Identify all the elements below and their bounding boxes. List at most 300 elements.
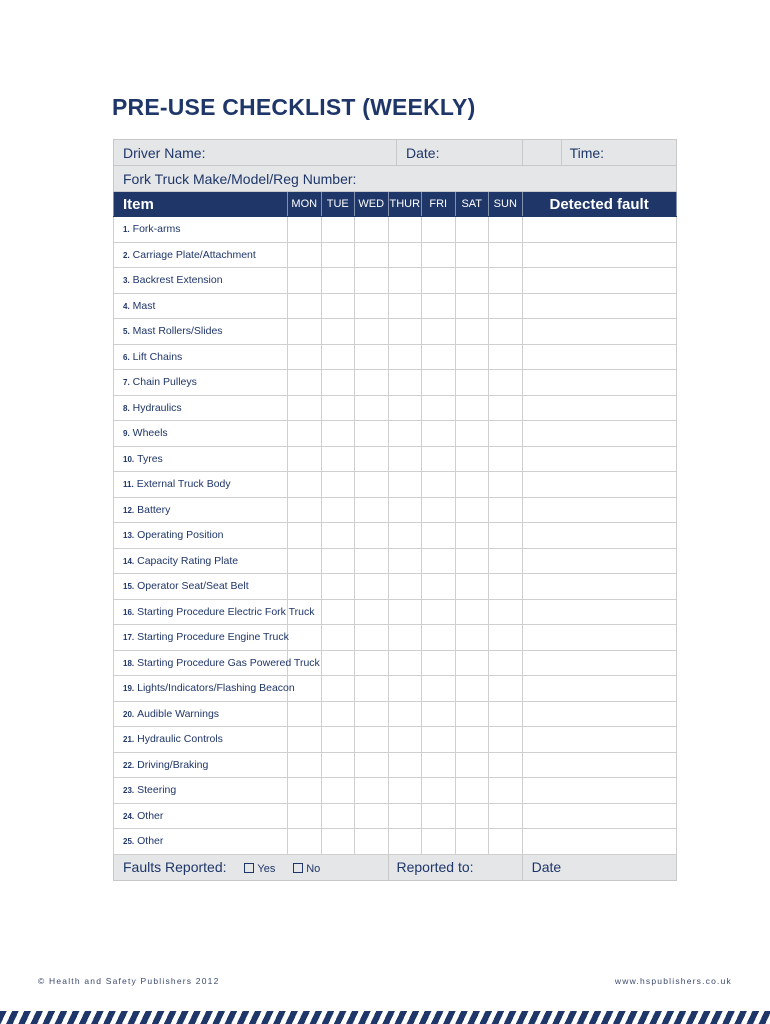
no-option[interactable] xyxy=(293,863,320,875)
check-cell-tue[interactable] xyxy=(321,344,355,370)
check-cell-tue[interactable] xyxy=(321,395,355,421)
footer-date-field[interactable] xyxy=(522,854,676,880)
check-cell-thur[interactable] xyxy=(388,803,422,829)
fault-cell[interactable] xyxy=(522,829,676,855)
item-label: Lights/Indicators/Flashing Beacon xyxy=(137,682,295,695)
check-cell-sun[interactable] xyxy=(489,319,523,345)
check-cell-sun[interactable] xyxy=(489,803,523,829)
check-cell-mon[interactable] xyxy=(288,242,322,268)
check-cell-sat[interactable] xyxy=(455,370,489,396)
check-cell-tue[interactable] xyxy=(321,701,355,727)
time-label: Time: xyxy=(569,144,605,161)
check-cell-sat[interactable] xyxy=(455,778,489,804)
check-cell-wed[interactable] xyxy=(355,778,389,804)
check-cell-fri[interactable] xyxy=(422,829,456,855)
check-cell-sat[interactable] xyxy=(455,701,489,727)
check-cell-mon[interactable] xyxy=(288,472,322,498)
item-label: Backrest Extension xyxy=(132,274,223,287)
check-cell-tue[interactable] xyxy=(321,752,355,778)
check-cell-sun[interactable] xyxy=(489,395,523,421)
check-cell-sat[interactable] xyxy=(455,752,489,778)
check-cell-tue[interactable] xyxy=(321,778,355,804)
item-label: Capacity Rating Plate xyxy=(137,554,239,567)
check-cell-thur[interactable] xyxy=(388,650,422,676)
item-number: 8. xyxy=(123,403,130,413)
check-cell-tue[interactable] xyxy=(321,293,355,319)
check-cell-tue[interactable] xyxy=(321,548,355,574)
check-cell-sun[interactable] xyxy=(489,268,523,294)
fault-cell[interactable] xyxy=(522,803,676,829)
item-cell xyxy=(114,752,288,778)
check-cell-wed[interactable] xyxy=(355,497,389,523)
check-cell-tue[interactable] xyxy=(321,523,355,549)
item-label: Tyres xyxy=(137,452,163,465)
check-cell-mon[interactable] xyxy=(288,778,322,804)
day-header-sat: SAT xyxy=(455,192,489,217)
table-row xyxy=(114,574,677,600)
fault-cell[interactable] xyxy=(522,650,676,676)
check-cell-fri[interactable] xyxy=(422,344,456,370)
check-cell-thur[interactable] xyxy=(388,319,422,345)
check-cell-fri[interactable] xyxy=(422,548,456,574)
check-cell-fri[interactable] xyxy=(422,319,456,345)
table-row xyxy=(114,650,677,676)
check-cell-wed[interactable] xyxy=(355,421,389,447)
check-cell-thur[interactable] xyxy=(388,446,422,472)
check-cell-tue[interactable] xyxy=(321,472,355,498)
check-cell-fri[interactable] xyxy=(422,803,456,829)
check-cell-wed[interactable] xyxy=(355,293,389,319)
table-row xyxy=(114,217,677,243)
check-cell-wed[interactable] xyxy=(355,344,389,370)
check-cell-sat[interactable] xyxy=(455,650,489,676)
check-cell-fri[interactable] xyxy=(422,727,456,753)
table-row xyxy=(114,727,677,753)
check-cell-tue[interactable] xyxy=(321,242,355,268)
no-label: No xyxy=(306,863,321,875)
item-label: Audible Warnings xyxy=(137,707,220,720)
check-cell-mon[interactable] xyxy=(288,701,322,727)
check-cell-tue[interactable] xyxy=(321,676,355,702)
check-cell-fri[interactable] xyxy=(422,421,456,447)
check-cell-mon[interactable] xyxy=(288,752,322,778)
check-cell-tue[interactable] xyxy=(321,829,355,855)
item-number: 12. xyxy=(123,505,135,515)
table-row xyxy=(114,446,677,472)
check-cell-mon[interactable] xyxy=(288,421,322,447)
check-cell-fri[interactable] xyxy=(422,370,456,396)
check-cell-thur[interactable] xyxy=(388,778,422,804)
fault-cell[interactable] xyxy=(522,293,676,319)
check-cell-thur[interactable] xyxy=(388,293,422,319)
check-cell-mon[interactable] xyxy=(288,548,322,574)
check-cell-fri[interactable] xyxy=(422,752,456,778)
check-cell-sun[interactable] xyxy=(489,548,523,574)
item-cell xyxy=(114,650,320,676)
item-number: 14. xyxy=(123,556,135,566)
check-cell-tue[interactable] xyxy=(321,574,355,600)
table-row xyxy=(114,344,677,370)
check-cell-tue[interactable] xyxy=(321,217,355,243)
check-cell-sat[interactable] xyxy=(455,446,489,472)
fault-cell[interactable] xyxy=(522,395,676,421)
fault-cell[interactable] xyxy=(522,370,676,396)
item-cell xyxy=(114,242,288,268)
item-number: 22. xyxy=(123,760,135,770)
item-number: 3. xyxy=(123,276,130,286)
item-cell xyxy=(114,395,288,421)
yes-checkbox[interactable] xyxy=(244,863,254,873)
check-cell-sat[interactable] xyxy=(455,497,489,523)
check-cell-sun[interactable] xyxy=(489,344,523,370)
item-cell xyxy=(114,268,288,294)
check-cell-thur[interactable] xyxy=(388,421,422,447)
check-cell-fri[interactable] xyxy=(422,574,456,600)
table-row xyxy=(114,829,677,855)
check-cell-wed[interactable] xyxy=(355,523,389,549)
checklist-form xyxy=(113,139,677,881)
item-cell xyxy=(114,497,288,523)
item-number: 15. xyxy=(123,582,135,592)
item-number: 9. xyxy=(123,429,130,439)
fault-cell[interactable] xyxy=(522,574,676,600)
check-cell-mon[interactable] xyxy=(288,727,322,753)
check-cell-fri[interactable] xyxy=(422,268,456,294)
item-number: 24. xyxy=(123,811,135,821)
check-cell-sun[interactable] xyxy=(489,650,523,676)
table-row xyxy=(114,242,677,268)
check-cell-mon[interactable] xyxy=(288,217,322,243)
checklist-items xyxy=(114,217,677,855)
table-row xyxy=(114,548,677,574)
check-cell-fri[interactable] xyxy=(422,701,456,727)
no-checkbox[interactable] xyxy=(293,863,303,873)
item-cell xyxy=(114,523,288,549)
truck-info-row xyxy=(114,166,677,192)
item-cell xyxy=(114,676,295,702)
check-cell-thur[interactable] xyxy=(388,829,422,855)
item-number: 7. xyxy=(123,378,130,388)
check-cell-tue[interactable] xyxy=(321,497,355,523)
check-cell-thur[interactable] xyxy=(388,268,422,294)
check-cell-thur[interactable] xyxy=(388,574,422,600)
check-cell-wed[interactable] xyxy=(355,446,389,472)
check-cell-fri[interactable] xyxy=(422,395,456,421)
check-cell-wed[interactable] xyxy=(355,752,389,778)
check-cell-sun[interactable] xyxy=(489,752,523,778)
check-cell-sun[interactable] xyxy=(489,625,523,651)
check-cell-thur[interactable] xyxy=(388,242,422,268)
item-label: External Truck Body xyxy=(136,478,231,491)
footer-date-label: Date xyxy=(531,859,562,875)
table-row xyxy=(114,803,677,829)
item-number: 2. xyxy=(123,250,130,260)
table-row xyxy=(114,778,677,804)
fault-cell[interactable] xyxy=(522,421,676,447)
yes-option[interactable] xyxy=(244,863,275,875)
check-cell-wed[interactable] xyxy=(355,319,389,345)
item-label: Mast xyxy=(132,299,156,312)
check-cell-mon[interactable] xyxy=(288,523,322,549)
check-cell-tue[interactable] xyxy=(321,370,355,396)
date-field[interactable] xyxy=(396,140,522,165)
item-label: Steering xyxy=(137,784,177,797)
check-cell-fri[interactable] xyxy=(422,523,456,549)
fault-cell[interactable] xyxy=(522,472,676,498)
check-cell-sat[interactable] xyxy=(455,829,489,855)
driver-info-row xyxy=(114,140,677,166)
check-cell-wed[interactable] xyxy=(355,727,389,753)
item-label: Starting Procedure Gas Powered Truck xyxy=(137,656,320,669)
check-cell-wed[interactable] xyxy=(355,472,389,498)
check-cell-thur[interactable] xyxy=(388,625,422,651)
check-cell-mon[interactable] xyxy=(288,370,322,396)
check-cell-mon[interactable] xyxy=(288,803,322,829)
table-row xyxy=(114,701,677,727)
decorative-stripe-band xyxy=(0,1011,770,1024)
truck-label: Fork Truck Make/Model/Reg Number: xyxy=(123,170,357,187)
check-cell-sun[interactable] xyxy=(489,778,523,804)
check-cell-fri[interactable] xyxy=(422,293,456,319)
item-number: 5. xyxy=(123,327,130,337)
check-cell-thur[interactable] xyxy=(388,752,422,778)
day-header-thur: THUR xyxy=(388,192,422,217)
check-cell-sun[interactable] xyxy=(489,676,523,702)
item-cell xyxy=(114,599,315,625)
check-cell-sat[interactable] xyxy=(455,599,489,625)
table-row xyxy=(114,293,677,319)
fault-cell[interactable] xyxy=(522,727,676,753)
check-cell-mon[interactable] xyxy=(288,625,322,651)
item-number: 17. xyxy=(123,633,135,643)
check-cell-sun[interactable] xyxy=(489,574,523,600)
check-cell-sat[interactable] xyxy=(455,803,489,829)
check-cell-mon[interactable] xyxy=(288,293,322,319)
check-cell-sat[interactable] xyxy=(455,472,489,498)
check-cell-fri[interactable] xyxy=(422,676,456,702)
check-cell-mon[interactable] xyxy=(288,446,322,472)
table-row xyxy=(114,752,677,778)
item-number: 16. xyxy=(123,607,135,617)
check-cell-thur[interactable] xyxy=(388,472,422,498)
check-cell-mon[interactable] xyxy=(288,268,322,294)
check-cell-mon[interactable] xyxy=(288,344,322,370)
check-cell-thur[interactable] xyxy=(388,370,422,396)
check-cell-thur[interactable] xyxy=(388,497,422,523)
fault-cell[interactable] xyxy=(522,523,676,549)
check-cell-wed[interactable] xyxy=(355,268,389,294)
day-header-wed: WED xyxy=(355,192,389,217)
check-cell-thur[interactable] xyxy=(388,676,422,702)
check-cell-sun[interactable] xyxy=(489,523,523,549)
check-cell-wed[interactable] xyxy=(355,370,389,396)
check-cell-sat[interactable] xyxy=(455,293,489,319)
check-cell-sun[interactable] xyxy=(489,446,523,472)
check-cell-fri[interactable] xyxy=(422,599,456,625)
check-cell-sun[interactable] xyxy=(489,242,523,268)
check-cell-tue[interactable] xyxy=(321,319,355,345)
check-cell-wed[interactable] xyxy=(355,395,389,421)
fault-cell[interactable] xyxy=(522,319,676,345)
item-cell xyxy=(114,548,288,574)
fault-cell[interactable] xyxy=(522,217,676,243)
item-number: 1. xyxy=(123,225,130,235)
check-cell-sun[interactable] xyxy=(489,829,523,855)
check-cell-thur[interactable] xyxy=(388,523,422,549)
check-cell-mon[interactable] xyxy=(288,319,322,345)
check-cell-mon[interactable] xyxy=(288,395,322,421)
check-cell-fri[interactable] xyxy=(422,778,456,804)
check-cell-sun[interactable] xyxy=(489,497,523,523)
check-cell-mon[interactable] xyxy=(288,829,322,855)
check-cell-sun[interactable] xyxy=(489,217,523,243)
fault-cell[interactable] xyxy=(522,676,676,702)
fault-cell[interactable] xyxy=(522,778,676,804)
check-cell-fri[interactable] xyxy=(422,446,456,472)
check-cell-fri[interactable] xyxy=(422,472,456,498)
check-cell-sat[interactable] xyxy=(455,574,489,600)
item-number: 6. xyxy=(123,352,130,362)
item-label: Starting Procedure Engine Truck xyxy=(137,631,289,644)
check-cell-fri[interactable] xyxy=(422,650,456,676)
item-cell xyxy=(114,727,288,753)
item-number: 18. xyxy=(123,658,135,668)
fault-cell[interactable] xyxy=(522,242,676,268)
time-field[interactable] xyxy=(522,140,676,166)
check-cell-tue[interactable] xyxy=(321,421,355,447)
yes-label: Yes xyxy=(257,863,276,875)
page-title: PRE-USE CHECKLIST (WEEKLY) xyxy=(112,94,476,120)
check-cell-fri[interactable] xyxy=(422,625,456,651)
check-cell-thur[interactable] xyxy=(388,344,422,370)
check-cell-thur[interactable] xyxy=(388,548,422,574)
item-label: Starting Procedure Electric Fork Truck xyxy=(137,605,315,618)
check-cell-fri[interactable] xyxy=(422,242,456,268)
check-cell-sat[interactable] xyxy=(455,319,489,345)
check-cell-tue[interactable] xyxy=(321,727,355,753)
check-cell-fri[interactable] xyxy=(422,217,456,243)
check-cell-wed[interactable] xyxy=(355,242,389,268)
item-number: 10. xyxy=(123,454,135,464)
day-header-tue: TUE xyxy=(321,192,355,217)
faults-reported-field xyxy=(114,854,389,880)
check-cell-thur[interactable] xyxy=(388,727,422,753)
check-cell-sat[interactable] xyxy=(455,727,489,753)
item-label: Chain Pulleys xyxy=(132,376,197,389)
fault-cell[interactable] xyxy=(522,625,676,651)
check-cell-sat[interactable] xyxy=(455,268,489,294)
check-cell-sun[interactable] xyxy=(489,293,523,319)
check-cell-wed[interactable] xyxy=(355,599,389,625)
check-cell-tue[interactable] xyxy=(321,650,355,676)
website-text: www.hspublishers.co.uk xyxy=(614,976,732,986)
fault-cell[interactable] xyxy=(522,599,676,625)
check-cell-wed[interactable] xyxy=(355,676,389,702)
check-cell-wed[interactable] xyxy=(355,548,389,574)
check-cell-sat[interactable] xyxy=(455,548,489,574)
check-cell-sat[interactable] xyxy=(455,217,489,243)
check-cell-sun[interactable] xyxy=(489,727,523,753)
check-cell-wed[interactable] xyxy=(355,803,389,829)
fault-cell[interactable] xyxy=(522,497,676,523)
check-cell-tue[interactable] xyxy=(321,625,355,651)
item-label: Lift Chains xyxy=(132,350,183,363)
item-cell xyxy=(114,370,288,396)
check-cell-sun[interactable] xyxy=(489,599,523,625)
check-cell-tue[interactable] xyxy=(321,599,355,625)
fault-cell[interactable] xyxy=(522,752,676,778)
item-cell xyxy=(114,319,288,345)
fault-cell[interactable] xyxy=(522,344,676,370)
check-cell-wed[interactable] xyxy=(355,701,389,727)
item-number: 25. xyxy=(123,837,135,847)
reported-to-field[interactable] xyxy=(388,854,522,880)
fault-cell[interactable] xyxy=(522,701,676,727)
check-cell-wed[interactable] xyxy=(355,217,389,243)
check-cell-mon[interactable] xyxy=(288,497,322,523)
check-cell-fri[interactable] xyxy=(422,497,456,523)
check-cell-sat[interactable] xyxy=(455,421,489,447)
fault-cell[interactable] xyxy=(522,548,676,574)
item-number: 23. xyxy=(123,786,135,796)
check-cell-thur[interactable] xyxy=(388,217,422,243)
table-row xyxy=(114,676,677,702)
driver-name-label: Driver Name: xyxy=(123,144,206,161)
item-cell xyxy=(114,344,288,370)
table-row xyxy=(114,370,677,396)
item-cell xyxy=(114,574,288,600)
check-cell-sat[interactable] xyxy=(455,242,489,268)
check-cell-sat[interactable] xyxy=(455,676,489,702)
day-header-fri: FRI xyxy=(422,192,456,217)
check-cell-sat[interactable] xyxy=(455,523,489,549)
check-cell-thur[interactable] xyxy=(388,395,422,421)
item-label: Hydraulics xyxy=(132,401,182,414)
check-cell-tue[interactable] xyxy=(321,268,355,294)
item-column-header: Item xyxy=(114,192,288,217)
item-cell xyxy=(114,701,288,727)
table-row xyxy=(114,472,677,498)
item-label: Operator Seat/Seat Belt xyxy=(137,580,249,593)
check-cell-wed[interactable] xyxy=(355,829,389,855)
item-cell xyxy=(114,293,288,319)
check-cell-sat[interactable] xyxy=(455,344,489,370)
item-cell xyxy=(114,778,288,804)
check-cell-sun[interactable] xyxy=(489,472,523,498)
fault-cell[interactable] xyxy=(522,268,676,294)
check-cell-thur[interactable] xyxy=(388,599,422,625)
driver-name-field[interactable] xyxy=(114,140,396,165)
check-cell-tue[interactable] xyxy=(321,803,355,829)
check-cell-sat[interactable] xyxy=(455,395,489,421)
check-cell-thur[interactable] xyxy=(388,701,422,727)
item-label: Fork-arms xyxy=(132,223,181,236)
check-cell-wed[interactable] xyxy=(355,650,389,676)
check-cell-mon[interactable] xyxy=(288,574,322,600)
fault-cell[interactable] xyxy=(522,446,676,472)
check-cell-wed[interactable] xyxy=(355,625,389,651)
item-label: Other xyxy=(137,835,164,848)
check-cell-wed[interactable] xyxy=(355,574,389,600)
item-label: Carriage Plate/Attachment xyxy=(132,248,256,261)
check-cell-tue[interactable] xyxy=(321,446,355,472)
check-cell-sun[interactable] xyxy=(489,701,523,727)
truck-field[interactable] xyxy=(114,166,677,192)
check-cell-sun[interactable] xyxy=(489,370,523,396)
item-label: Wheels xyxy=(132,427,168,440)
check-cell-sun[interactable] xyxy=(489,421,523,447)
check-cell-sat[interactable] xyxy=(455,625,489,651)
